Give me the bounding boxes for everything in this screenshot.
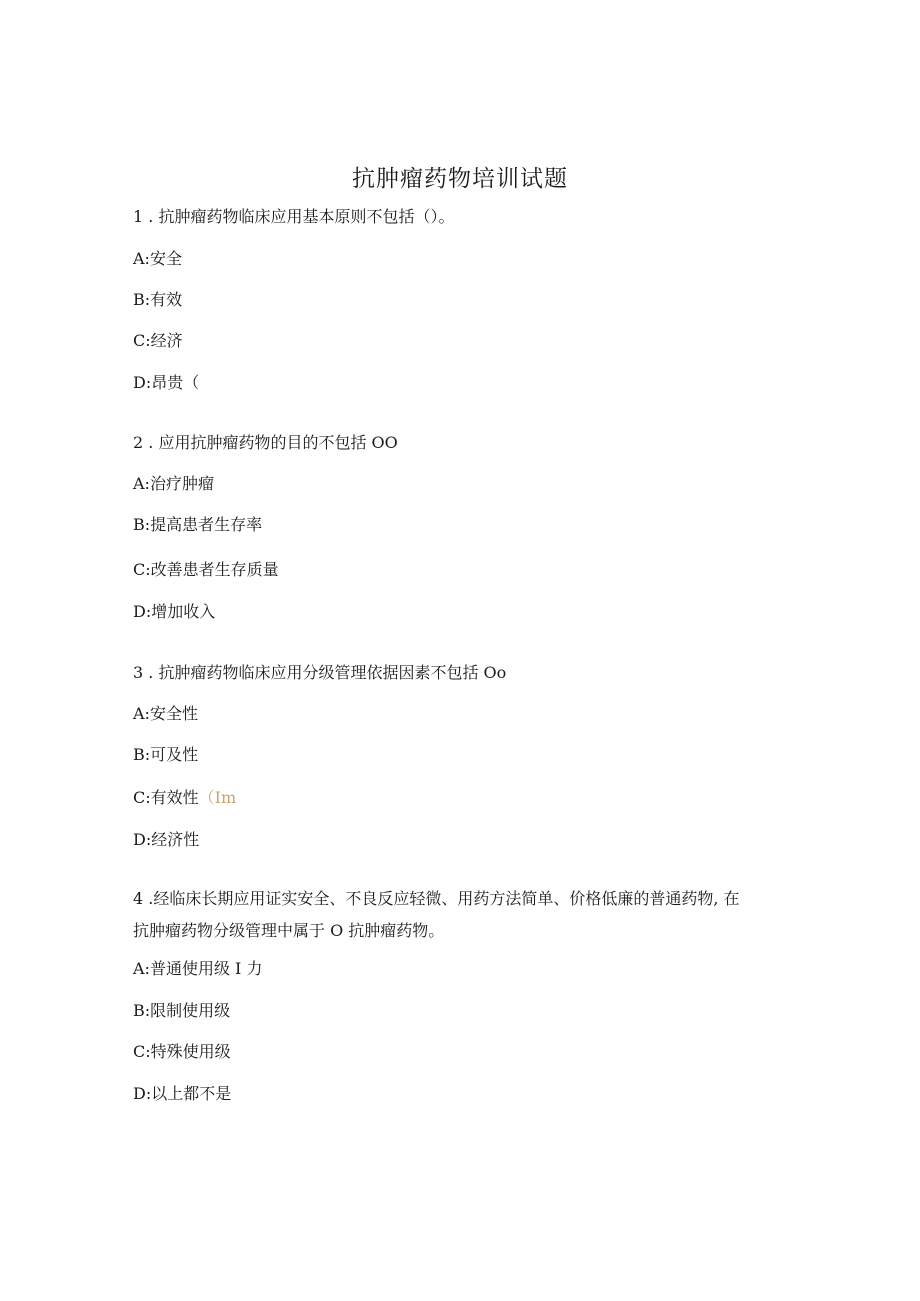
question-3-option-c (133, 785, 236, 808)
question-1-option-b: B:有效 (133, 290, 183, 309)
question-3-option-d: D:经济性 (133, 830, 200, 849)
question-4-stem-line-2: 抗肿瘤药物分级管理中属于 O 抗肿瘤药物。 (133, 921, 445, 940)
question-1-option-a: A:安全 (133, 249, 182, 268)
question-4-option-a: A:普通使用级 I 力 (133, 959, 263, 978)
question-4-option-b: B:限制使用级 (133, 1001, 231, 1020)
question-2-stem: 2 . 应用抗肿瘤药物的目的不包括 OO (133, 433, 398, 452)
question-1-option-c: C:经济 (133, 331, 183, 350)
question-4-option-c: C:特殊使用级 (133, 1042, 231, 1061)
page-title: 抗肿瘤药物培训试题 (352, 166, 568, 192)
question-2-option-c: C:改善患者生存质量 (133, 560, 279, 579)
question-4-stem-line-1: 4 .经临床长期应用证实安全、不良反应轻微、用药方法简单、价格低廉的普通药物, 在 (133, 889, 740, 908)
question-4-option-d: D:以上都不是 (133, 1084, 232, 1103)
question-3-option-a: A:安全性 (133, 704, 198, 723)
question-1-option-d: D:昂贵（ (133, 373, 200, 392)
question-1-stem: 1 . 抗肿瘤药物临床应用基本原则不包括（）。 (133, 207, 455, 226)
question-3-stem: 3 . 抗肿瘤药物临床应用分级管理依据因素不包括 Oo (133, 663, 507, 682)
question-2-option-a: A:治疗肿瘤 (133, 474, 214, 493)
question-2-option-b: B:提高患者生存率 (133, 515, 263, 534)
question-2-option-d: D:增加收入 (133, 602, 216, 621)
question-3-option-c-text: C:有效性 (133, 788, 199, 807)
question-3-option-b: B:可及性 (133, 745, 199, 764)
question-3-option-c-mark: （Im (198, 788, 237, 807)
